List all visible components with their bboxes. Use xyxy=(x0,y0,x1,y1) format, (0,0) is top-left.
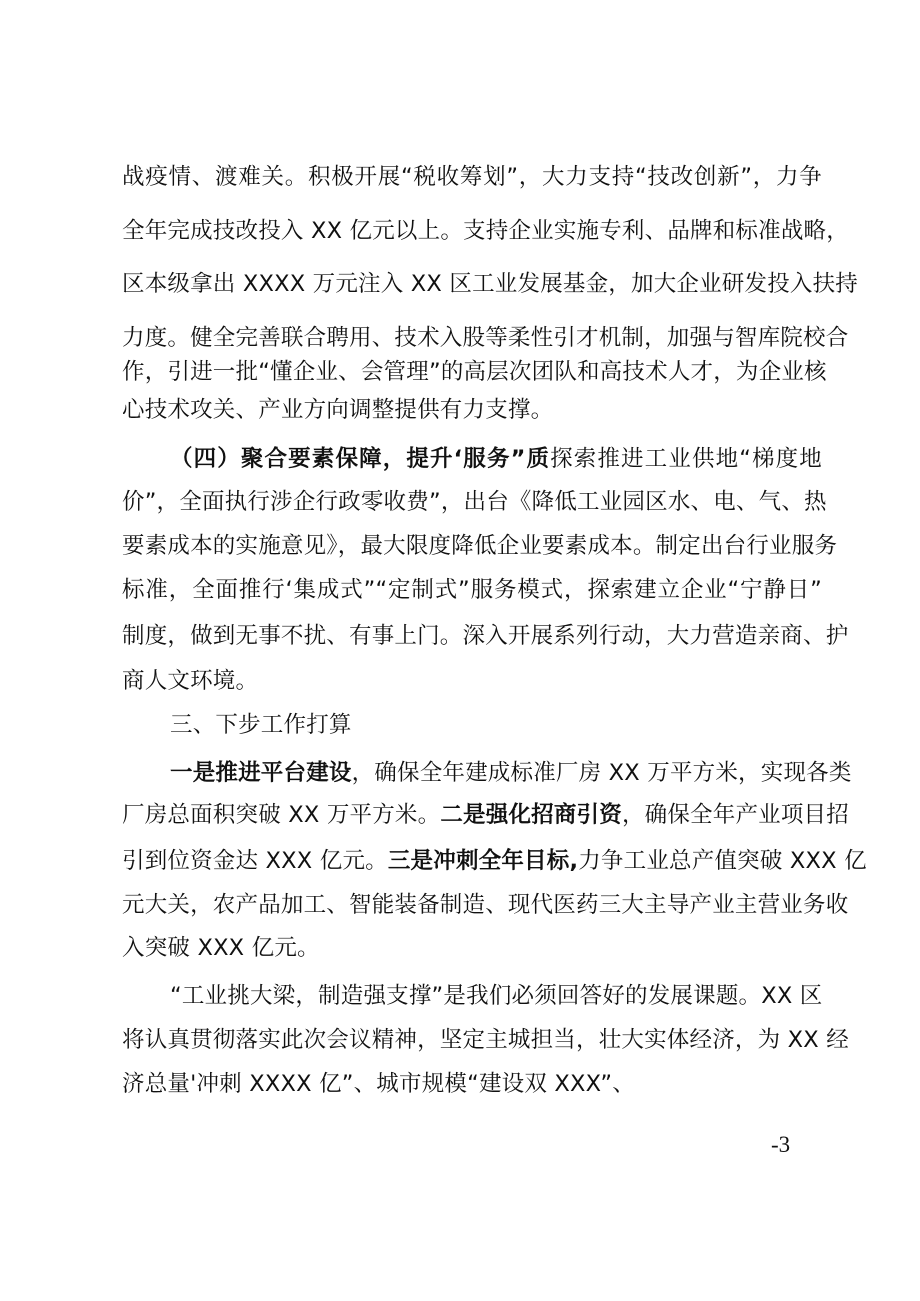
text-run: 济总量'冲刺 XXXX 亿”、城市规模“建设双 XXX”、 xyxy=(122,1071,635,1097)
bold-run: 三是冲刺全年目标, xyxy=(387,848,579,874)
text-line xyxy=(122,216,849,246)
text-line xyxy=(122,269,858,299)
bold-run: 二是强化招商引资 xyxy=(440,802,622,828)
text-run: 厂房总面积突破 XX 万平方米。 xyxy=(122,802,441,828)
text-line xyxy=(122,531,838,561)
text-run: 元大关，农产品加工、智能装备制造、现代医药三大主导产业主营业务收 xyxy=(122,892,849,918)
text-run: 要素成本的实施意见》，最大限度降低企业要素成本。制定出台行业服务 xyxy=(122,533,838,559)
text-line xyxy=(122,666,822,696)
text-line xyxy=(122,800,849,830)
text-run: 将认真贯彻落实此次会议精神，坚定主城担当，壮大实体经济，为 XX 经 xyxy=(122,1027,849,1053)
text-run: 区本级拿出 XXXX 万元注入 XX 区工业发展基金，加大企业研发投入扶持 xyxy=(122,271,858,297)
text-run: 作，引进一批“懂企业、会管理”的高层次团队和高技术人才，为企业核 xyxy=(122,359,827,385)
text-run: 三、下步工作打算 xyxy=(170,712,352,738)
text-line xyxy=(122,621,849,651)
text-line xyxy=(122,933,822,963)
text-run: “工业挑大梁，制造强支撑”是我们必须回答好的发展课题。XX 区 xyxy=(170,983,823,1009)
text-line xyxy=(122,395,822,425)
text-line xyxy=(122,162,822,192)
text-line xyxy=(122,487,827,517)
section-heading: （四）聚合要素保障，提升‘服务”质 xyxy=(170,446,551,472)
text-line xyxy=(122,357,827,387)
text-line xyxy=(122,890,849,920)
text-run: 商人文环境。 xyxy=(122,668,259,694)
text-run: ，确保全年建成标准厂房 XX 万平方米，实现各类 xyxy=(351,760,852,786)
text-run: 入突破 XXX 亿元。 xyxy=(122,935,320,961)
text-run: ，确保全年产业项目招 xyxy=(621,802,849,828)
text-line xyxy=(122,1069,822,1099)
text-line xyxy=(122,846,867,876)
text-run: 战疫情、渡难关。积极开展“税收筹划”，大力支持“技改创新”，力争 xyxy=(122,164,822,190)
text-line xyxy=(170,444,822,474)
text-run: 引到位资金达 XXX 亿元。 xyxy=(122,848,388,874)
text-line xyxy=(122,575,822,605)
text-run: 全年完成技改投入 XX 亿元以上。支持企业实施专利、品牌和标准战略， xyxy=(122,218,849,244)
bold-run: 一是推进平台建设 xyxy=(170,760,352,786)
text-run: 标准，全面推行‘集成式”“定制式”服务模式，探索建立企业“宁静日” xyxy=(122,577,822,603)
text-run: 心技术攻关、产业方向调整提供有力支撑。 xyxy=(122,397,554,423)
text-run: 探索推进工业供地“梯度地 xyxy=(550,446,822,472)
text-line xyxy=(170,981,822,1011)
text-run: 价”，全面执行涉企行政零收费”，出台《降低工业园区水、电、气、热 xyxy=(122,489,827,515)
text-line xyxy=(170,758,852,788)
text-run: 制度，做到无事不扰、有事上门。深入开展系列行动，大力营造亲商、护 xyxy=(122,623,849,649)
section-title xyxy=(170,710,822,740)
text-line xyxy=(122,323,849,353)
text-run: 力争工业总产值突破 XXX 亿 xyxy=(578,848,867,874)
text-line xyxy=(122,1025,849,1055)
text-run: 力度。健全完善联合聘用、技术入股等柔性引才机制，加强与智库院校合 xyxy=(122,325,849,351)
page-number: -3 xyxy=(771,1132,791,1157)
